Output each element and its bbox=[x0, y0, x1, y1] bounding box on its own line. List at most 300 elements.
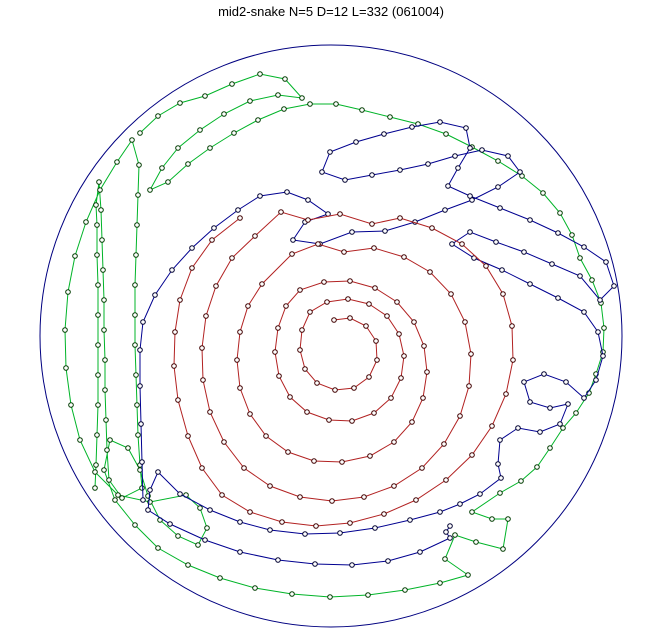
inner-snake-red-vertex-marker bbox=[277, 374, 282, 379]
outer-snake-green-vertex-marker bbox=[113, 498, 118, 503]
inner-snake-red-vertex-marker bbox=[348, 279, 353, 284]
middle-snake-navy-vertex-marker bbox=[170, 268, 175, 273]
middle-snake-navy-vertex-marker bbox=[203, 538, 208, 543]
inner-snake-red-vertex-marker bbox=[367, 302, 372, 307]
inner-snake-red-vertex-marker bbox=[260, 282, 265, 287]
inner-snake-red-vertex-marker bbox=[303, 367, 308, 372]
outer-snake-green-vertex-marker bbox=[126, 446, 131, 451]
plot-layer bbox=[40, 45, 622, 627]
inner-snake-red-vertex-marker bbox=[246, 304, 251, 309]
middle-snake-navy-vertex-marker bbox=[542, 372, 547, 377]
middle-snake-navy-vertex-marker bbox=[448, 524, 453, 529]
outer-snake-green-vertex-marker bbox=[300, 96, 305, 101]
inner-snake-red-vertex-marker bbox=[333, 388, 338, 393]
outer-snake-green-vertex-marker bbox=[256, 118, 261, 123]
middle-snake-navy-vertex-marker bbox=[258, 194, 263, 199]
inner-snake-red-vertex-marker bbox=[242, 466, 247, 471]
inner-snake-red-vertex-marker bbox=[290, 252, 295, 257]
inner-snake-red-vertex-marker bbox=[264, 434, 269, 439]
outer-snake-green-vertex-marker bbox=[103, 388, 108, 393]
inner-snake-red-vertex-marker bbox=[484, 264, 489, 269]
inner-snake-red-vertex-marker bbox=[410, 420, 415, 425]
outer-snake-green-vertex-marker bbox=[444, 132, 449, 137]
middle-snake-navy-vertex-marker bbox=[303, 532, 308, 537]
inner-snake-red-vertex-marker bbox=[279, 210, 284, 215]
inner-snake-red-vertex-marker bbox=[315, 381, 320, 386]
middle-snake-navy-vertex-marker bbox=[566, 402, 571, 407]
outer-snake-green-vertex-marker bbox=[115, 160, 120, 165]
outer-snake-green-vertex-marker bbox=[133, 523, 138, 528]
inner-snake-red-vertex-marker bbox=[222, 440, 227, 445]
outer-snake-green-vertex-marker bbox=[176, 146, 181, 151]
middle-snake-navy-vertex-marker bbox=[456, 166, 461, 171]
outer-snake-green-vertex-marker bbox=[248, 99, 253, 104]
middle-snake-navy-vertex-marker bbox=[383, 229, 388, 234]
inner-snake-red-vertex-marker bbox=[510, 324, 515, 329]
outer-snake-green-group bbox=[63, 72, 607, 600]
inner-snake-red-vertex-marker bbox=[276, 326, 281, 331]
outer-snake-green-vertex-marker bbox=[453, 533, 458, 538]
outer-snake-green-vertex-marker bbox=[105, 448, 110, 453]
middle-snake-navy-vertex-marker bbox=[598, 298, 603, 303]
outer-snake-green-vertex-marker bbox=[519, 479, 524, 484]
outer-snake-green-vertex-marker bbox=[506, 517, 511, 522]
middle-snake-navy-vertex-marker bbox=[498, 438, 503, 443]
inner-snake-red-vertex-marker bbox=[248, 412, 253, 417]
inner-snake-red-vertex-marker bbox=[325, 300, 330, 305]
outer-snake-green-vertex-marker bbox=[438, 581, 443, 586]
inner-snake-red-vertex-marker bbox=[300, 328, 305, 333]
inner-snake-red-vertex-marker bbox=[374, 339, 379, 344]
middle-snake-navy-vertex-marker bbox=[386, 559, 391, 564]
outer-snake-green-vertex-marker bbox=[137, 163, 142, 168]
inner-snake-red-vertex-marker bbox=[395, 300, 400, 305]
outer-snake-green-vertex-marker bbox=[501, 547, 506, 552]
inner-snake-red-vertex-marker bbox=[330, 499, 335, 504]
inner-snake-red-vertex-marker bbox=[364, 324, 369, 329]
middle-snake-navy-vertex-marker bbox=[494, 240, 499, 245]
inner-snake-red-vertex-marker bbox=[350, 419, 355, 424]
middle-snake-navy-vertex-marker bbox=[382, 132, 387, 137]
outer-snake-green-vertex-marker bbox=[94, 203, 99, 208]
figure-title: mid2-snake N=5 D=12 L=332 (061004) bbox=[218, 4, 444, 19]
middle-snake-navy-vertex-marker bbox=[438, 120, 443, 125]
inner-snake-red-vertex-marker bbox=[397, 332, 402, 337]
inner-snake-red-vertex-marker bbox=[340, 460, 345, 465]
middle-snake-navy-vertex-marker bbox=[500, 268, 505, 273]
outer-snake-green-vertex-marker bbox=[148, 188, 153, 193]
inner-snake-red-vertex-marker bbox=[362, 495, 367, 500]
outer-snake-green-vertex-marker bbox=[496, 159, 501, 164]
inner-snake-red-vertex-marker bbox=[314, 524, 319, 529]
inner-snake-red-vertex-marker bbox=[463, 320, 468, 325]
middle-snake-navy-vertex-marker bbox=[528, 218, 533, 223]
outer-snake-green-vertex-marker bbox=[276, 93, 281, 98]
outer-snake-green-vertex-marker bbox=[366, 593, 371, 598]
inner-snake-red-vertex-marker bbox=[210, 238, 215, 243]
inner-snake-red-vertex-marker bbox=[173, 330, 178, 335]
inner-snake-red-group bbox=[172, 210, 516, 529]
inner-snake-red-vertex-marker bbox=[511, 358, 516, 363]
outer-snake-green-vertex-marker bbox=[403, 588, 408, 593]
outer-snake-green-vertex-marker bbox=[578, 256, 583, 261]
inner-snake-red-vertex-marker bbox=[389, 396, 394, 401]
middle-snake-navy-vertex-marker bbox=[148, 488, 153, 493]
outer-snake-green-vertex-marker bbox=[232, 131, 237, 136]
outer-snake-green-vertex-marker bbox=[208, 146, 213, 151]
middle-snake-navy-vertex-marker bbox=[328, 150, 333, 155]
middle-snake-navy-vertex-marker bbox=[528, 400, 533, 405]
outer-snake-green-vertex-marker bbox=[96, 403, 101, 408]
outer-snake-green-vertex-marker bbox=[102, 468, 107, 473]
outer-snake-green-vertex-marker bbox=[133, 313, 138, 318]
inner-snake-red-vertex-marker bbox=[286, 450, 291, 455]
inner-snake-red-vertex-marker bbox=[422, 344, 427, 349]
outer-snake-green-vertex-marker bbox=[133, 283, 138, 288]
inner-snake-red-vertex-marker bbox=[176, 398, 181, 403]
middle-snake-navy-vertex-marker bbox=[582, 310, 587, 315]
inner-snake-red-vertex-marker bbox=[370, 222, 375, 227]
outer-snake-green-vertex-marker bbox=[94, 463, 99, 468]
inner-snake-red-vertex-marker bbox=[305, 410, 310, 415]
inner-snake-red-vertex-marker bbox=[288, 395, 293, 400]
inner-snake-red-vertex-marker bbox=[352, 386, 357, 391]
inner-snake-red-vertex-marker bbox=[200, 466, 205, 471]
inner-snake-red-vertex-marker bbox=[238, 386, 243, 391]
inner-snake-red-vertex-marker bbox=[501, 292, 506, 297]
outer-snake-green-vertex-marker bbox=[558, 211, 563, 216]
inner-snake-red-vertex-marker bbox=[382, 512, 387, 517]
outer-snake-green-vertex-marker bbox=[176, 534, 181, 539]
inner-snake-red-vertex-marker bbox=[425, 370, 430, 375]
middle-snake-navy-vertex-marker bbox=[556, 231, 561, 236]
outer-snake-green-vertex-marker bbox=[108, 438, 113, 443]
outer-snake-green-vertex-marker bbox=[602, 326, 607, 331]
middle-snake-navy-vertex-marker bbox=[450, 242, 455, 247]
middle-snake-navy-vertex-marker bbox=[612, 284, 617, 289]
inner-snake-red-vertex-marker bbox=[306, 218, 311, 223]
outer-snake-green-vertex-marker bbox=[98, 188, 103, 193]
inner-snake-red-vertex-marker bbox=[430, 226, 435, 231]
middle-snake-navy-vertex-marker bbox=[398, 168, 403, 173]
outer-snake-green-vertex-marker bbox=[66, 290, 71, 295]
middle-snake-navy-vertex-marker bbox=[448, 536, 453, 541]
inner-snake-red-vertex-marker bbox=[428, 270, 433, 275]
inner-snake-red-vertex-marker bbox=[284, 304, 289, 309]
outer-snake-green-vertex-marker bbox=[574, 411, 579, 416]
middle-snake-navy-vertex-marker bbox=[156, 470, 161, 475]
outer-snake-green-vertex-marker bbox=[474, 540, 479, 545]
inner-snake-red-vertex-marker bbox=[449, 292, 454, 297]
outer-snake-green-vertex-marker bbox=[535, 465, 540, 470]
middle-snake-navy-vertex-marker bbox=[141, 498, 146, 503]
outer-snake-green-vertex-marker bbox=[253, 586, 258, 591]
inner-snake-red-vertex-marker bbox=[504, 392, 509, 397]
outer-snake-green-vertex-marker bbox=[64, 366, 69, 371]
inner-snake-red-vertex-marker bbox=[186, 434, 191, 439]
inner-snake-red-vertex-marker bbox=[248, 510, 253, 515]
outer-snake-green-vertex-marker bbox=[498, 491, 503, 496]
middle-snake-navy-vertex-marker bbox=[464, 126, 469, 131]
middle-snake-navy-vertex-marker bbox=[578, 274, 583, 279]
outer-snake-green-vertex-marker bbox=[136, 193, 141, 198]
inner-snake-red-vertex-marker bbox=[467, 384, 472, 389]
inner-snake-red-vertex-marker bbox=[312, 459, 317, 464]
outer-snake-green-vertex-marker bbox=[138, 131, 143, 136]
middle-snake-navy-vertex-marker bbox=[496, 462, 501, 467]
inner-snake-red-vertex-marker bbox=[398, 216, 403, 221]
outer-snake-green-vertex-marker bbox=[548, 446, 553, 451]
outer-snake-green-vertex-marker bbox=[95, 253, 100, 258]
outer-snake-green-vertex-marker bbox=[93, 486, 98, 491]
middle-snake-navy-vertex-marker bbox=[516, 426, 521, 431]
outer-snake-green-vertex-marker bbox=[156, 114, 161, 119]
inner-snake-red-vertex-marker bbox=[298, 288, 303, 293]
outer-snake-green-vertex-marker bbox=[96, 373, 101, 378]
inner-snake-red-vertex-marker bbox=[444, 478, 449, 483]
middle-snake-navy-vertex-marker bbox=[498, 206, 503, 211]
middle-snake-navy-vertex-marker bbox=[236, 208, 241, 213]
inner-snake-red-vertex-marker bbox=[490, 424, 495, 429]
inner-snake-red-vertex-marker bbox=[208, 410, 213, 415]
middle-snake-navy-vertex-marker bbox=[410, 125, 415, 130]
middle-snake-navy-vertex-marker bbox=[468, 194, 473, 199]
inner-snake-red-vertex-marker bbox=[460, 242, 465, 247]
middle-snake-navy-vertex-marker bbox=[285, 190, 290, 195]
middle-snake-navy-vertex-marker bbox=[446, 184, 451, 189]
middle-snake-navy-vertex-marker bbox=[582, 245, 587, 250]
outer-snake-green-vertex-marker bbox=[73, 254, 78, 259]
inner-snake-red-vertex-marker bbox=[268, 484, 273, 489]
middle-snake-navy-vertex-marker bbox=[354, 140, 359, 145]
outer-snake-green-vertex-marker bbox=[590, 278, 595, 283]
middle-snake-navy-vertex-marker bbox=[350, 563, 355, 568]
middle-snake-navy-vertex-marker bbox=[556, 296, 561, 301]
outer-snake-green-vertex-marker bbox=[95, 433, 100, 438]
outer-snake-green-vertex-marker bbox=[186, 162, 191, 167]
inner-snake-red-vertex-marker bbox=[220, 493, 225, 498]
boundary-circle bbox=[40, 45, 622, 627]
middle-snake-navy-vertex-marker bbox=[564, 380, 569, 385]
outer-snake-green-vertex-marker bbox=[84, 220, 89, 225]
middle-snake-navy-vertex-marker bbox=[426, 162, 431, 167]
outer-snake-green-vertex-marker bbox=[100, 238, 105, 243]
middle-snake-navy-vertex-marker bbox=[168, 522, 173, 527]
outer-snake-green-vertex-marker bbox=[203, 94, 208, 99]
outer-snake-green-vertex-marker bbox=[328, 595, 333, 600]
middle-snake-navy-vertex-marker bbox=[480, 148, 485, 153]
inner-snake-red-vertex-marker bbox=[172, 364, 177, 369]
middle-snake-navy-vertex-marker bbox=[291, 238, 296, 243]
inner-snake-red-vertex-marker bbox=[200, 346, 205, 351]
outer-snake-green-vertex-marker bbox=[334, 102, 339, 107]
outer-snake-green-vertex-marker bbox=[308, 102, 313, 107]
outer-snake-green-vertex-marker bbox=[466, 573, 471, 578]
outer-snake-green-vertex-marker bbox=[230, 82, 235, 87]
inner-snake-red-vertex-marker bbox=[392, 484, 397, 489]
middle-snake-navy-vertex-marker bbox=[522, 380, 527, 385]
outer-snake-green-vertex-marker bbox=[290, 592, 295, 597]
middle-snake-navy-vertex-marker bbox=[146, 508, 151, 513]
middle-snake-navy-vertex-marker bbox=[343, 178, 348, 183]
outer-snake-green-vertex-marker bbox=[198, 128, 203, 133]
inner-snake-red-vertex-marker bbox=[372, 411, 377, 416]
outer-snake-green-vertex-marker bbox=[282, 107, 287, 112]
middle-snake-navy-vertex-marker bbox=[153, 293, 158, 298]
middle-snake-navy-vertex-marker bbox=[370, 173, 375, 178]
outer-snake-green-vertex-marker bbox=[388, 115, 393, 120]
middle-snake-navy-vertex-marker bbox=[558, 422, 563, 427]
middle-snake-navy-vertex-marker bbox=[350, 230, 355, 235]
inner-snake-red-vertex-marker bbox=[402, 255, 407, 260]
outer-snake-green-vertex-marker bbox=[218, 576, 223, 581]
outer-snake-green-vertex-marker bbox=[283, 77, 288, 82]
outer-snake-green-vertex-marker bbox=[222, 112, 227, 117]
middle-snake-navy-vertex-marker bbox=[496, 185, 501, 190]
inner-snake-red-vertex-marker bbox=[348, 521, 353, 526]
outer-snake-green-vertex-marker bbox=[133, 343, 138, 348]
middle-snake-navy-vertex-marker bbox=[458, 502, 463, 507]
inner-snake-red-vertex-marker bbox=[322, 280, 327, 285]
middle-snake-navy-vertex-marker bbox=[538, 430, 543, 435]
middle-snake-navy-vertex-marker bbox=[596, 330, 601, 335]
outer-snake-green-vertex-marker bbox=[78, 438, 83, 443]
outer-snake-green-vertex-marker bbox=[130, 138, 135, 143]
outer-snake-green-vertex-marker bbox=[99, 208, 104, 213]
middle-snake-navy-vertex-marker bbox=[438, 510, 443, 515]
outer-snake-green-vertex-marker bbox=[136, 433, 141, 438]
outer-snake-green-vertex-marker bbox=[196, 543, 201, 548]
inner-snake-red-vertex-marker bbox=[412, 320, 417, 325]
outer-snake-green-vertex-marker bbox=[186, 563, 191, 568]
middle-snake-navy-vertex-marker bbox=[141, 320, 146, 325]
inner-snake-red-vertex-marker bbox=[458, 414, 463, 419]
outer-snake-green-vertex-marker bbox=[97, 180, 102, 185]
outer-snake-green-vertex-marker bbox=[360, 108, 365, 113]
middle-snake-navy-vertex-marker bbox=[604, 260, 609, 265]
inner-snake-red-vertex-marker bbox=[298, 495, 303, 500]
middle-snake-navy-vertex-marker bbox=[506, 154, 511, 159]
outer-snake-green-vertex-marker bbox=[102, 328, 107, 333]
inner-snake-red-vertex-marker bbox=[178, 298, 183, 303]
outer-snake-green-vertex-marker bbox=[205, 526, 210, 531]
outer-snake-green-vertex-marker bbox=[95, 223, 100, 228]
middle-snake-navy-vertex-marker bbox=[138, 384, 143, 389]
inner-snake-red-vertex-marker bbox=[414, 498, 419, 503]
middle-snake-navy-vertex-marker bbox=[268, 528, 273, 533]
outer-snake-green-vertex-marker bbox=[258, 72, 263, 77]
outer-snake-green-vertex-marker bbox=[138, 468, 143, 473]
outer-snake-green-vertex-marker bbox=[93, 470, 98, 475]
middle-snake-navy-vertex-marker bbox=[468, 230, 473, 235]
middle-snake-navy-vertex-marker bbox=[522, 250, 527, 255]
outer-snake-green-vertex-marker bbox=[104, 418, 109, 423]
middle-snake-navy-vertex-marker bbox=[582, 396, 587, 401]
inner-snake-red-vertex-marker bbox=[421, 396, 426, 401]
middle-snake-navy-vertex-marker bbox=[418, 550, 423, 555]
inner-snake-red-vertex-marker bbox=[346, 297, 351, 302]
outer-snake-green-vertex-marker bbox=[107, 478, 112, 483]
outer-snake-green-vertex-marker bbox=[96, 313, 101, 318]
inner-snake-red-vertex-marker bbox=[273, 350, 278, 355]
inner-snake-red-vertex-marker bbox=[204, 314, 209, 319]
outer-snake-green-vertex-marker bbox=[541, 191, 546, 196]
middle-snake-navy-vertex-marker bbox=[178, 492, 183, 497]
inner-snake-red-vertex-marker bbox=[373, 286, 378, 291]
outer-snake-green-vertex-marker bbox=[178, 101, 183, 106]
middle-snake-navy-vertex-marker bbox=[306, 198, 311, 203]
outer-snake-green-vertex-marker bbox=[96, 343, 101, 348]
outer-snake-green-vertex-marker bbox=[101, 268, 106, 273]
inner-snake-red-vertex-marker bbox=[348, 316, 353, 321]
outer-snake-green-vertex-marker bbox=[470, 510, 475, 515]
inner-snake-red-vertex-marker bbox=[280, 520, 285, 525]
inner-snake-red-vertex-marker bbox=[385, 314, 390, 319]
inner-snake-red-vertex-marker bbox=[338, 212, 343, 217]
inner-snake-red-vertex-marker bbox=[298, 348, 303, 353]
middle-snake-navy-vertex-marker bbox=[499, 476, 504, 481]
inner-snake-red-vertex-marker bbox=[368, 454, 373, 459]
outer-snake-green-vertex-marker bbox=[103, 358, 108, 363]
outer-snake-green-vertex-marker bbox=[135, 403, 140, 408]
outer-snake-green-vertex-marker bbox=[69, 403, 74, 408]
middle-snake-navy-vertex-marker bbox=[313, 562, 318, 567]
middle-snake-navy-vertex-marker bbox=[594, 378, 599, 383]
inner-snake-red-vertex-marker bbox=[342, 250, 347, 255]
inner-snake-red-vertex-marker bbox=[367, 375, 372, 380]
inner-snake-red-vertex-marker bbox=[469, 352, 474, 357]
outer-snake-green-vertex-marker bbox=[120, 496, 125, 501]
middle-snake-navy-vertex-marker bbox=[548, 406, 553, 411]
outer-snake-green-vertex-marker bbox=[198, 506, 203, 511]
middle-snake-navy-vertex-marker bbox=[139, 422, 144, 427]
inner-snake-red-vertex-marker bbox=[470, 453, 475, 458]
middle-snake-navy-vertex-marker bbox=[238, 520, 243, 525]
middle-snake-navy-vertex-marker bbox=[138, 348, 143, 353]
middle-snake-navy-vertex-marker bbox=[468, 146, 473, 151]
outer-snake-green-vertex-marker bbox=[134, 253, 139, 258]
middle-snake-navy-vertex-marker bbox=[408, 518, 413, 523]
inner-snake-red-vertex-marker bbox=[190, 266, 195, 271]
inner-snake-red-vertex-marker bbox=[402, 354, 407, 359]
middle-snake-navy-vertex-marker bbox=[190, 246, 195, 251]
inner-snake-red-vertex-marker bbox=[230, 256, 235, 261]
inner-snake-red-vertex-marker bbox=[201, 378, 206, 383]
inner-snake-red-vertex-marker bbox=[420, 466, 425, 471]
inner-snake-red-vertex-marker bbox=[235, 358, 240, 363]
middle-snake-navy-vertex-marker bbox=[444, 530, 449, 535]
middle-snake-navy-vertex-marker bbox=[140, 460, 145, 465]
inner-snake-red-vertex-marker bbox=[308, 310, 313, 315]
middle-snake-navy-vertex-marker bbox=[478, 492, 483, 497]
middle-snake-navy-vertex-marker bbox=[443, 208, 448, 213]
inner-snake-red-vertex-marker bbox=[372, 246, 377, 251]
outer-snake-green-vertex-marker bbox=[135, 223, 140, 228]
inner-snake-red-vertex-marker bbox=[375, 358, 380, 363]
middle-snake-navy-vertex-marker bbox=[238, 550, 243, 555]
outer-snake-green-vertex-marker bbox=[134, 373, 139, 378]
middle-snake-navy-vertex-marker bbox=[373, 526, 378, 531]
inner-snake-red-vertex-marker bbox=[392, 440, 397, 445]
outer-snake-green-path bbox=[65, 74, 604, 597]
middle-snake-navy-vertex-marker bbox=[518, 170, 523, 175]
middle-snake-navy-vertex-marker bbox=[320, 170, 325, 175]
middle-snake-navy-vertex-marker bbox=[212, 226, 217, 231]
inner-snake-red-vertex-marker bbox=[238, 216, 243, 221]
middle-snake-navy-vertex-marker bbox=[276, 558, 281, 563]
inner-snake-red-vertex-marker bbox=[238, 330, 243, 335]
inner-snake-red-path bbox=[174, 212, 513, 526]
